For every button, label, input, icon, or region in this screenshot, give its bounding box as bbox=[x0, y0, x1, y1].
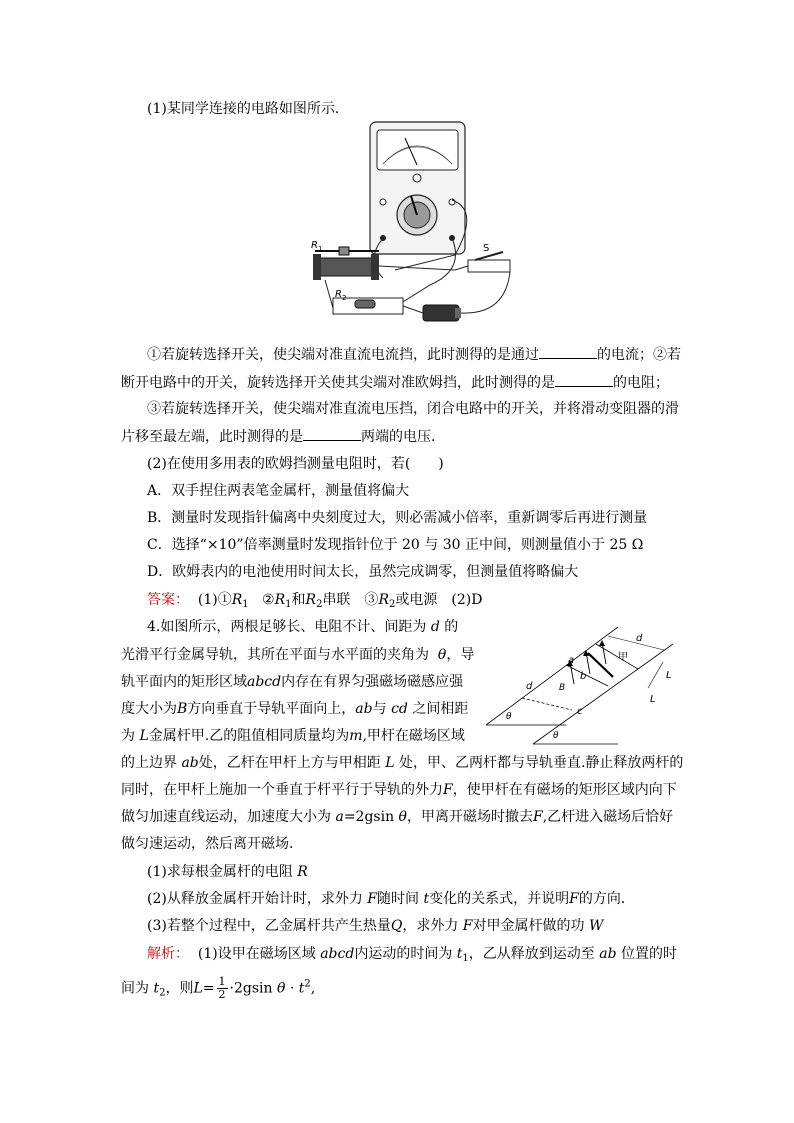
text: 与 bbox=[372, 701, 387, 717]
var: ab bbox=[599, 946, 617, 962]
answer-blank-1 bbox=[539, 344, 597, 359]
fig-b: b bbox=[580, 671, 587, 682]
text: (1)① bbox=[197, 592, 232, 608]
fig-L1: L bbox=[666, 670, 672, 681]
fig-a: a bbox=[568, 655, 575, 666]
text: 片移至最左端，此时测得的是 bbox=[121, 429, 303, 445]
text: (1)设甲在磁场区域 bbox=[197, 946, 316, 962]
text: (3)若整个过程中，乙金属杆共产生热量 bbox=[147, 918, 391, 934]
sub: 1 bbox=[242, 599, 249, 610]
q4-line5 bbox=[121, 726, 465, 746]
text: 轨平面内的矩形区域 bbox=[121, 674, 247, 690]
fig-c: c bbox=[577, 706, 583, 717]
fig-d-top: d bbox=[636, 633, 643, 644]
text: ，则 bbox=[165, 980, 194, 997]
var: d bbox=[430, 619, 440, 635]
text: 间为 bbox=[121, 980, 149, 997]
text: · bbox=[289, 980, 295, 997]
q4-line2 bbox=[121, 645, 474, 665]
var: t bbox=[456, 946, 463, 962]
answer-blank-2 bbox=[555, 372, 613, 387]
text: ，导 bbox=[446, 647, 475, 663]
fig-theta1: θ bbox=[506, 712, 512, 722]
text: 4.如图所示，两根足够长、电阻不计、间距为 bbox=[147, 619, 427, 635]
text: ，乙从释放到运动至 bbox=[468, 946, 595, 962]
var: θ bbox=[276, 980, 286, 997]
q4-sub1 bbox=[147, 862, 308, 882]
sup: 2 bbox=[304, 978, 311, 990]
text: (1)求每根金属杆的电阻 bbox=[147, 864, 293, 880]
text: 处，甲、乙两杆都与导轨垂直.静止释放两杆的 bbox=[398, 755, 684, 771]
text: 断开电路中的开关，旋转选择开关使其尖端对准欧姆挡，此时测得的是 bbox=[121, 375, 555, 391]
text: 的电流；②若 bbox=[597, 347, 681, 363]
fraction-half bbox=[217, 976, 228, 1001]
text: 变化的关系式，并说明 bbox=[429, 891, 570, 907]
den: 2 bbox=[218, 988, 226, 1001]
q4-solution-line1 bbox=[147, 944, 677, 964]
var: B bbox=[177, 701, 188, 717]
q4-line4 bbox=[121, 699, 468, 719]
var: m bbox=[349, 728, 363, 744]
text: 串联 ③ bbox=[322, 592, 379, 608]
var: abcd bbox=[247, 674, 282, 690]
text: 两端的电压． bbox=[361, 429, 445, 445]
text: ,乙杆进入磁场后恰好 bbox=[542, 809, 674, 825]
text: ，使甲杆在有磁场的矩形区域内向下 bbox=[452, 782, 677, 798]
var: t bbox=[298, 980, 305, 997]
var: R bbox=[231, 592, 243, 608]
r1-sub: 1 bbox=[318, 245, 323, 253]
var: L bbox=[139, 728, 149, 744]
r1-label: R bbox=[311, 240, 318, 251]
var: L bbox=[385, 755, 395, 771]
var: F bbox=[532, 809, 543, 825]
q4-line6 bbox=[121, 753, 683, 773]
text: 的上边界 bbox=[121, 755, 177, 771]
var: t bbox=[423, 891, 430, 907]
q3-part3-line1: ③若旋转选择开关，使尖端对准直流电压挡，闭合电路中的开关，并将滑动变阻器的滑 bbox=[147, 401, 679, 417]
var: abcd bbox=[320, 946, 355, 962]
q3-answer bbox=[147, 590, 482, 610]
q4-line1 bbox=[147, 617, 458, 637]
text: ,甲杆在磁场区域 bbox=[362, 728, 465, 744]
text: 和 bbox=[291, 592, 306, 608]
text: 的电阻； bbox=[613, 375, 669, 391]
fig-d: d bbox=[526, 681, 533, 692]
q4-line8 bbox=[121, 807, 673, 827]
q3-part3-line2 bbox=[121, 426, 445, 447]
text: ，求外力 bbox=[402, 918, 459, 934]
var: ab bbox=[355, 701, 373, 717]
text: 方向垂直于导轨平面向上， bbox=[187, 701, 356, 717]
var: R bbox=[297, 864, 308, 880]
q4-line3 bbox=[121, 672, 463, 692]
answer-blank-3 bbox=[303, 426, 361, 441]
fig-L2: L bbox=[650, 694, 656, 705]
solution-label: 解析： bbox=[147, 946, 189, 962]
num: 1 bbox=[218, 975, 226, 988]
var: F bbox=[462, 918, 473, 934]
text: 做匀加速直线运动，加速度大小为 bbox=[121, 809, 331, 825]
option-c: C．选择“×10”倍率测量时发现指针位于 20 与 30 正中间，则测量值小于 25 Ω bbox=[147, 537, 644, 553]
sub: 2 bbox=[159, 987, 166, 999]
var: ab bbox=[181, 755, 199, 771]
var: L bbox=[193, 980, 203, 997]
var: a bbox=[335, 809, 344, 825]
text: 金属杆甲.乙的阻值相同质量均为 bbox=[148, 728, 350, 744]
text: (2)从释放金属杆开始计时，求外力 bbox=[147, 891, 363, 907]
var: R bbox=[378, 592, 389, 608]
q3-question2: (2)在使用多用表的欧姆挡测量电阻时，若( ) bbox=[147, 456, 444, 472]
var: R bbox=[274, 592, 286, 608]
text: 处，乙杆在甲杆上方与甲相距 bbox=[198, 755, 381, 771]
switch-label: S bbox=[483, 243, 490, 254]
text: 内运动的时间为 bbox=[354, 946, 453, 962]
var: F bbox=[367, 891, 378, 907]
var: cd bbox=[391, 701, 408, 717]
text: 的方向． bbox=[578, 891, 635, 907]
r2-label: R bbox=[335, 289, 342, 300]
var: θ bbox=[398, 809, 407, 825]
fig-B: B bbox=[559, 683, 566, 693]
q3-part1-line1 bbox=[147, 344, 681, 365]
text: 或电源 (2)D bbox=[395, 592, 483, 608]
text: 度大小为 bbox=[121, 701, 177, 717]
var: Q bbox=[390, 918, 403, 934]
text: 随时间 bbox=[377, 891, 420, 907]
q4-line9: 做匀速运动，然后离开磁场． bbox=[121, 836, 303, 852]
option-d: D．欧姆表内的电池使用时间太长，虽然完成调零，但测量值将略偏大 bbox=[147, 564, 579, 580]
text: ①若旋转选择开关，使尖端对准直流电流挡，此时测得的是通过 bbox=[147, 347, 539, 363]
fig-jia: 甲 bbox=[618, 652, 628, 663]
text: ·2gsin bbox=[229, 980, 273, 997]
q4-sub2 bbox=[147, 889, 635, 909]
sub: 1 bbox=[285, 599, 292, 610]
text: 同时，在甲杆上施加一个垂直于杆平行于导轨的外力 bbox=[121, 782, 443, 798]
option-a: A．双手捏住两表笔金属杆，测量值将偏大 bbox=[147, 483, 410, 499]
text: 位置的时 bbox=[621, 946, 678, 962]
text: 的 bbox=[444, 619, 459, 635]
sub: 2 bbox=[388, 599, 396, 610]
rails-figure bbox=[478, 622, 678, 750]
circuit-figure bbox=[305, 120, 520, 330]
var: R bbox=[305, 592, 317, 608]
r2-sub: 2 bbox=[342, 294, 347, 302]
text: 对甲金属杆做的功 bbox=[472, 918, 585, 934]
text: ，甲离开磁场时撤去 bbox=[406, 809, 533, 825]
q4-solution-line2: 间为 $t_2$，则L= $\frac{1}{2}$ ·2gsin $\theta \cdot t^2$, bbox=[121, 975, 316, 1001]
q4-line7 bbox=[121, 780, 677, 800]
sub: 2 bbox=[316, 599, 323, 610]
text: 之间相距 bbox=[412, 701, 469, 717]
q3-part1-line2 bbox=[121, 372, 669, 393]
text: =2gsin bbox=[343, 809, 395, 825]
q3-intro: (1)某同学连接的电路如图所示． bbox=[147, 101, 349, 117]
var: θ bbox=[437, 647, 447, 663]
q4-sub3 bbox=[147, 916, 603, 936]
var: F bbox=[443, 782, 453, 798]
text: 光滑平行金属导轨，其所在平面与水平面的夹角为 bbox=[121, 647, 429, 663]
var: F bbox=[569, 891, 579, 907]
option-b: B．测量时发现指针偏离中央刻度过大，则必需减小倍率，重新调零后再进行测量 bbox=[147, 510, 648, 526]
answer-label: 答案： bbox=[147, 592, 189, 608]
text: 内存在有界匀强磁场磁感应强 bbox=[281, 674, 464, 690]
fig-theta2: θ bbox=[553, 731, 559, 741]
text: , bbox=[310, 980, 316, 997]
text: ② bbox=[262, 592, 275, 608]
var: W bbox=[588, 918, 604, 934]
var: t bbox=[153, 980, 160, 997]
text: 为 bbox=[121, 728, 135, 744]
sub: 1 bbox=[462, 953, 469, 964]
